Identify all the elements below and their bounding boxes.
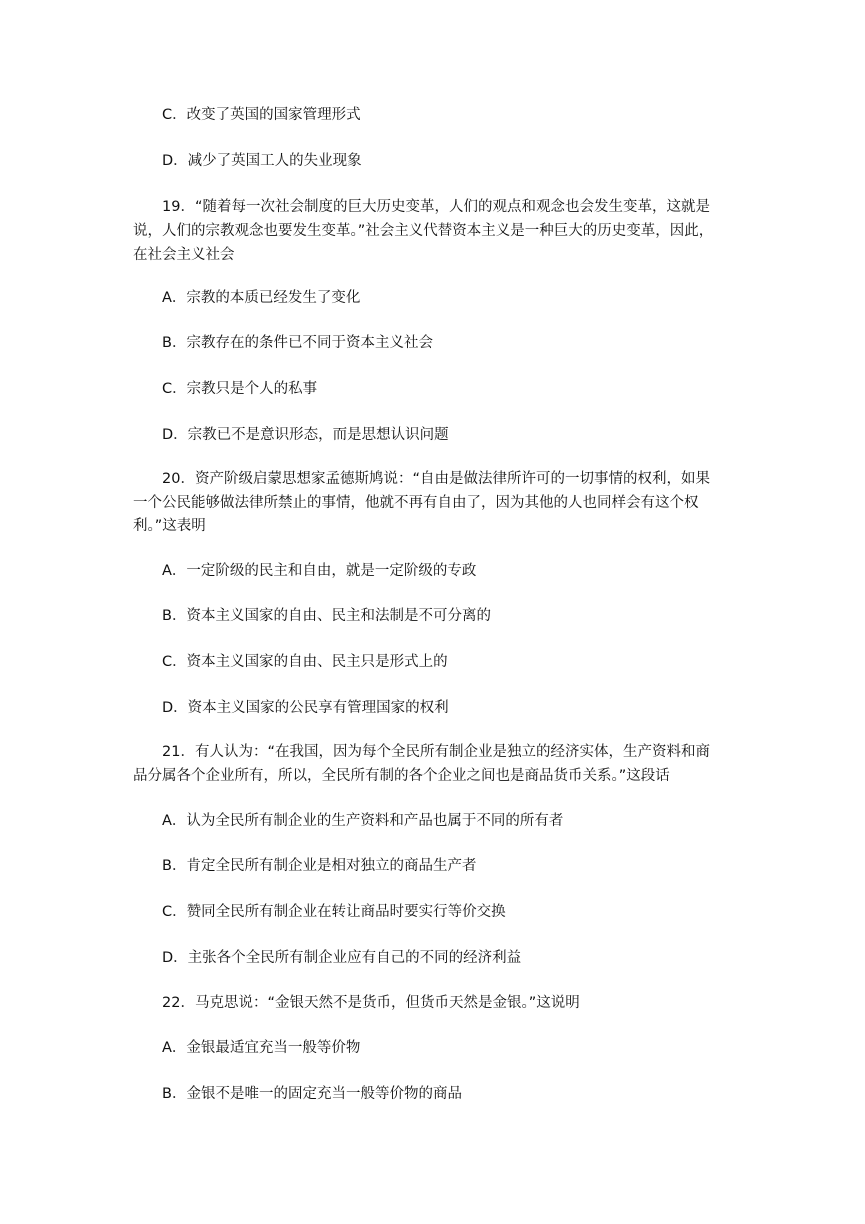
option-d-q19: D．宗教已不是意识形态，而是思想认识问题 [162,427,449,443]
option-b-q22: B．金银不是唯一的固定充当一般等价物的商品 [162,1086,462,1102]
option-c-q21: C．赞同全民所有制企业在转让商品时要实行等价交换 [162,904,506,920]
question-20-line-3: 利。”这表明 [133,518,206,534]
question-21-line-2: 品分属各个企业所有，所以，全民所有制的各个企业之间也是商品货币关系。”这段话 [133,768,670,784]
option-b-q21: B．肯定全民所有制企业是相对独立的商品生产者 [162,858,477,874]
question-21-line-1: 21．有人认为：“在我国，因为每个全民所有制企业是独立的经济实体，生产资料和商 [162,744,710,760]
option-d-q18: D．减少了英国工人的失业现象 [162,153,362,169]
option-a-q19: A．宗教的本质已经发生了变化 [162,290,361,306]
option-a-q20: A．一定阶级的民主和自由，就是一定阶级的专政 [162,563,477,579]
question-19-line-1: 19．“随着每一次社会制度的巨大历史变革，人们的观点和观念也会发生变革，这就是 [162,199,710,215]
option-c-q18: C．改变了英国的国家管理形式 [162,107,361,123]
option-b-q20: B．资本主义国家的自由、民主和法制是不可分离的 [162,608,491,624]
question-19-line-2: 说，人们的宗教观念也要发生变革。”社会主义代替资本主义是一种巨大的历史变革，因此， [133,223,714,239]
question-20-line-1: 20．资产阶级启蒙思想家孟德斯鸠说：“自由是做法律所许可的一切事情的权利，如果 [162,471,710,487]
option-b-q19: B．宗教存在的条件已不同于资本主义社会 [162,335,433,351]
option-c-q19: C．宗教只是个人的私事 [162,381,318,397]
option-c-q20: C．资本主义国家的自由、民主只是形式上的 [162,654,448,670]
question-22-line-1: 22．马克思说：“金银天然不是货币，但货币天然是金银。”这说明 [162,995,580,1011]
option-d-q20: D．资本主义国家的公民享有管理国家的权利 [162,700,449,716]
option-d-q21: D．主张各个全民所有制企业应有自己的不同的经济利益 [162,950,522,966]
question-19-line-3: 在社会主义社会 [133,247,235,263]
option-a-q22: A．金银最适宜充当一般等价物 [162,1040,361,1056]
option-a-q21: A．认为全民所有制企业的生产资料和产品也属于不同的所有者 [162,813,564,829]
question-20-line-2: 一个公民能够做法律所禁止的事情，他就不再有自由了，因为其他的人也同样会有这个权 [133,495,699,511]
